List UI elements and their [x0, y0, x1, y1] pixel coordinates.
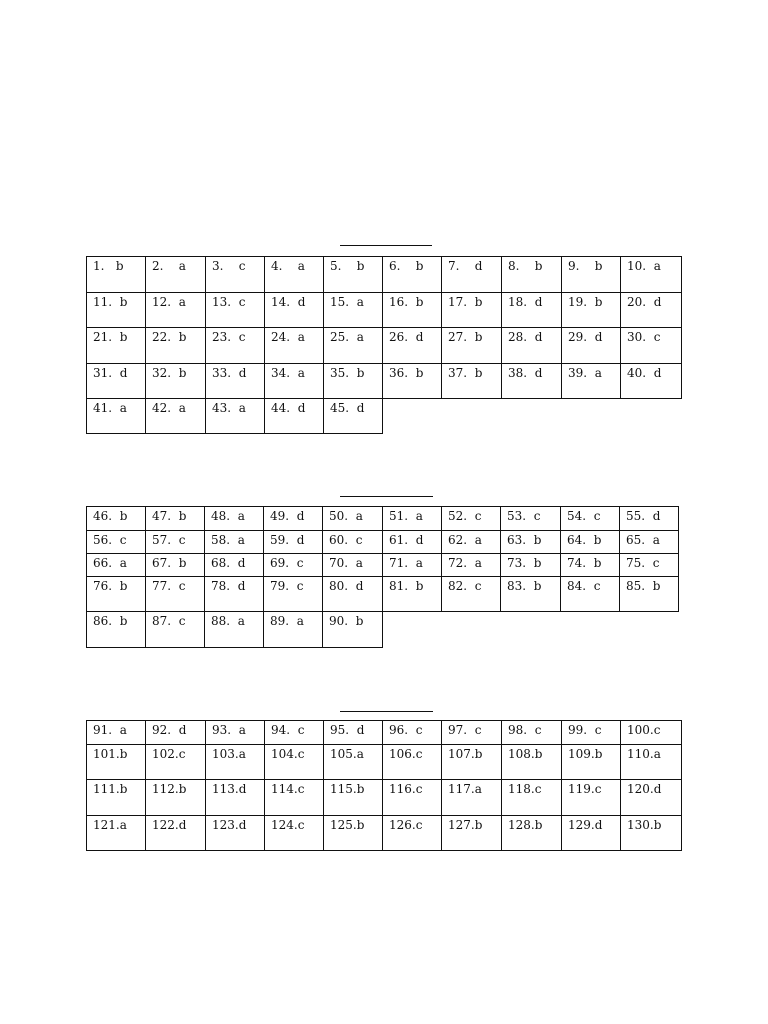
answer-cell: 105.a — [324, 745, 383, 780]
answer-cell: 73. b — [501, 554, 561, 577]
answer-cell: 21. b — [87, 328, 146, 364]
answer-cell: 27. b — [442, 328, 502, 364]
answer-cell: 44. d — [265, 399, 324, 434]
answer-cell: 89. a — [264, 612, 323, 648]
answer-cell: 34. a — [265, 364, 324, 399]
answer-cell: 6. b — [383, 257, 442, 293]
answer-cell: 75. c — [620, 554, 679, 577]
answer-cell: 116.c — [383, 780, 442, 816]
answer-cell: 39. a — [562, 364, 621, 399]
answer-cell: 1. b — [87, 257, 146, 293]
answer-cell: 84. c — [561, 577, 620, 612]
answer-cell: 124.c — [265, 816, 324, 851]
answer-cell: 3. c — [206, 257, 265, 293]
answer-row — [87, 721, 682, 745]
answer-cell: 33. d — [206, 364, 265, 399]
answer-cell: 13. c — [206, 293, 265, 328]
answer-cell: 52. c — [442, 507, 501, 531]
answer-cell: 93. a — [206, 721, 265, 745]
answer-cell: 103.a — [206, 745, 265, 780]
answer-cell: 49. d — [264, 507, 323, 531]
answer-cell: 95. d — [324, 721, 383, 745]
answer-row — [87, 257, 682, 293]
answer-cell: 2. a — [146, 257, 206, 293]
answer-cell: 66. a — [87, 554, 146, 577]
answer-cell: 25. a — [324, 328, 383, 364]
answer-cell: 11. b — [87, 293, 146, 328]
answer-cell: 59. d — [264, 531, 323, 554]
answer-cell: 99. c — [562, 721, 621, 745]
answer-cell: 71. a — [383, 554, 442, 577]
answer-cell: 63. b — [501, 531, 561, 554]
answer-row — [87, 745, 682, 780]
answer-cell: 83. b — [501, 577, 561, 612]
answer-cell: 100.c — [621, 721, 682, 745]
answer-cell: 64. b — [561, 531, 620, 554]
section-2-heading-rule — [340, 496, 433, 497]
answer-cell: 80. d — [323, 577, 383, 612]
answer-cell: 51. a — [383, 507, 442, 531]
answer-cell: 50. a — [323, 507, 383, 531]
answer-cell: 14. d — [265, 293, 324, 328]
answer-cell: 69. c — [264, 554, 323, 577]
answer-cell: 16. b — [383, 293, 442, 328]
answer-cell: 85. b — [620, 577, 679, 612]
answer-cell: 86. b — [87, 612, 146, 648]
answer-cell: 17. b — [442, 293, 502, 328]
answer-cell: 67. b — [146, 554, 205, 577]
answer-cell: 88. a — [205, 612, 264, 648]
answer-cell: 8. b — [502, 257, 562, 293]
answer-cell: 107.b — [442, 745, 502, 780]
answer-cell: 47. b — [146, 507, 205, 531]
answer-cell: 65. a — [620, 531, 679, 554]
answer-cell: 46. b — [87, 507, 146, 531]
answer-cell: 41. a — [87, 399, 146, 434]
answer-cell: 24. a — [265, 328, 324, 364]
answer-row — [87, 577, 679, 612]
answer-cell: 98. c — [502, 721, 562, 745]
answer-cell: 58. a — [205, 531, 264, 554]
answer-cell: 77. c — [146, 577, 205, 612]
answer-cell: 15. a — [324, 293, 383, 328]
answer-table-2 — [86, 506, 679, 648]
answer-cell: 10. a — [621, 257, 682, 293]
answer-cell: 112.b — [146, 780, 206, 816]
answer-cell: 74. b — [561, 554, 620, 577]
answer-cell: 28. d — [502, 328, 562, 364]
answer-cell: 117.a — [442, 780, 502, 816]
answer-cell: 56. c — [87, 531, 146, 554]
answer-cell: 90. b — [323, 612, 383, 648]
answer-cell: 96. c — [383, 721, 442, 745]
section-1-heading-rule — [340, 245, 432, 246]
answer-cell: 109.b — [562, 745, 621, 780]
answer-row — [87, 328, 682, 364]
answer-table-3 — [86, 720, 682, 851]
answer-cell: 102.c — [146, 745, 206, 780]
answer-cell: 45. d — [324, 399, 383, 434]
answer-cell: 113.d — [206, 780, 265, 816]
answer-cell: 12. a — [146, 293, 206, 328]
answer-cell: 108.b — [502, 745, 562, 780]
answer-cell: 37. b — [442, 364, 502, 399]
answer-cell: 40. d — [621, 364, 682, 399]
answer-cell: 82. c — [442, 577, 501, 612]
answer-cell: 60. c — [323, 531, 383, 554]
answer-cell: 19. b — [562, 293, 621, 328]
answer-cell: 55. d — [620, 507, 679, 531]
answer-cell: 42. a — [146, 399, 206, 434]
answer-cell: 70. a — [323, 554, 383, 577]
answer-cell: 110.a — [621, 745, 682, 780]
answer-cell: 7. d — [442, 257, 502, 293]
answer-cell: 78. d — [205, 577, 264, 612]
answer-cell: 79. c — [264, 577, 323, 612]
answer-cell: 101.b — [87, 745, 146, 780]
answer-cell: 114.c — [265, 780, 324, 816]
answer-row — [87, 780, 682, 816]
answer-cell: 97. c — [442, 721, 502, 745]
answer-cell: 120.d — [621, 780, 682, 816]
answer-cell: 106.c — [383, 745, 442, 780]
answer-cell: 22. b — [146, 328, 206, 364]
answer-cell: 61. d — [383, 531, 442, 554]
answer-cell: 118.c — [502, 780, 562, 816]
answer-cell: 36. b — [383, 364, 442, 399]
answer-cell: 30. c — [621, 328, 682, 364]
answer-cell: 29. d — [562, 328, 621, 364]
answer-cell: 48. a — [205, 507, 264, 531]
answer-row — [87, 507, 679, 531]
answer-cell: 129.d — [562, 816, 621, 851]
answer-cell: 72. a — [442, 554, 501, 577]
answer-cell: 123.d — [206, 816, 265, 851]
answer-cell: 127.b — [442, 816, 502, 851]
answer-cell: 91. a — [87, 721, 146, 745]
answer-cell: 119.c — [562, 780, 621, 816]
answer-cell: 111.b — [87, 780, 146, 816]
answer-cell: 104.c — [265, 745, 324, 780]
answer-row — [87, 816, 682, 851]
answer-cell: 81. b — [383, 577, 442, 612]
answer-cell: 122.d — [146, 816, 206, 851]
answer-cell: 126.c — [383, 816, 442, 851]
answer-cell: 18. d — [502, 293, 562, 328]
answer-cell: 23. c — [206, 328, 265, 364]
answer-cell: 62. a — [442, 531, 501, 554]
answer-cell: 121.a — [87, 816, 146, 851]
answer-cell: 128.b — [502, 816, 562, 851]
answer-cell: 87. c — [146, 612, 205, 648]
answer-row — [87, 554, 679, 577]
answer-cell: 9. b — [562, 257, 621, 293]
answer-cell: 35. b — [324, 364, 383, 399]
answer-cell: 92. d — [146, 721, 206, 745]
answer-cell: 20. d — [621, 293, 682, 328]
answer-cell: 68. d — [205, 554, 264, 577]
answer-cell: 43. a — [206, 399, 265, 434]
answer-cell: 26. d — [383, 328, 442, 364]
answer-cell: 32. b — [146, 364, 206, 399]
answer-cell: 53. c — [501, 507, 561, 531]
answer-cell: 115.b — [324, 780, 383, 816]
answer-row — [87, 293, 682, 328]
answer-row — [87, 612, 679, 648]
answer-cell: 130.b — [621, 816, 682, 851]
answer-cell: 94. c — [265, 721, 324, 745]
answer-cell: 125.b — [324, 816, 383, 851]
answer-row — [87, 364, 682, 399]
answer-cell: 57. c — [146, 531, 205, 554]
section-3-heading-rule — [340, 711, 433, 712]
answer-cell: 31. d — [87, 364, 146, 399]
answer-table-1 — [86, 256, 682, 434]
answer-row — [87, 531, 679, 554]
answer-cell: 76. b — [87, 577, 146, 612]
answer-cell: 38. d — [502, 364, 562, 399]
answer-row — [87, 399, 682, 434]
answer-cell: 5. b — [324, 257, 383, 293]
answer-cell: 54. c — [561, 507, 620, 531]
answer-cell: 4. a — [265, 257, 324, 293]
